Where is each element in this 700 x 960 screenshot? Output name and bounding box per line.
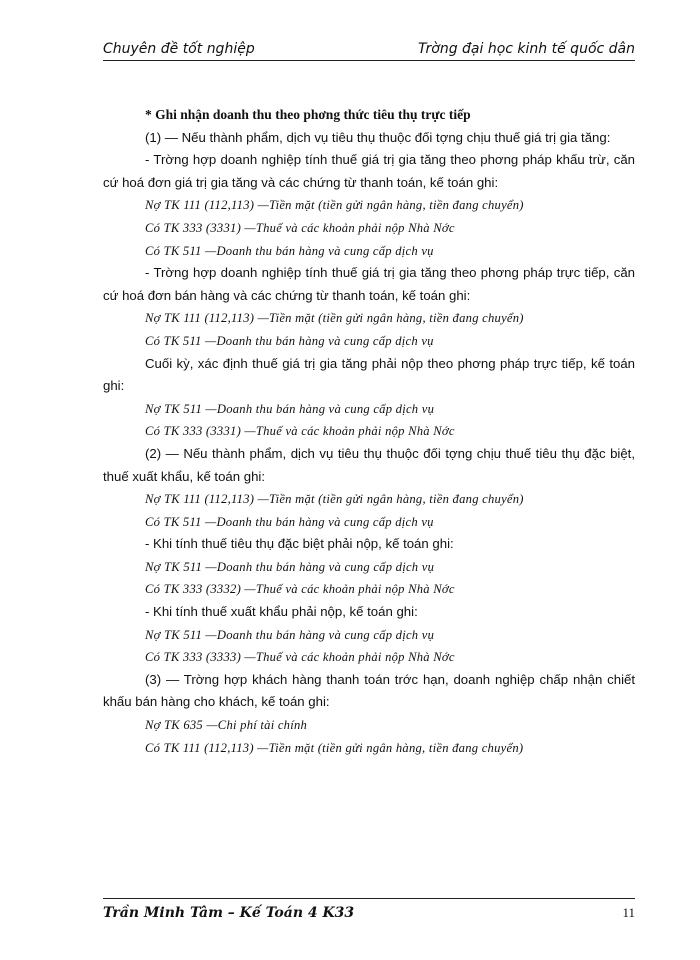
journal-entry: Có TK 511 —Doanh thu bán hàng và cung cấp dịch vụ xyxy=(145,333,434,348)
page-number: 11 xyxy=(622,905,635,920)
body-paragraph: Cuối kỳ, xác định thuế giá trị gia tăng phải nộp theo phơng pháp trực tiếp, kế toán ghi: xyxy=(103,355,635,394)
journal-entry: Có TK 333 (3331) —Thuế và các khoản phải nộp Nhà Nớc xyxy=(145,424,455,439)
journal-entry: Nợ TK 111 (112,113) —Tiền mặt (tiền gửi ngân hàng, tiền đang chuyển) xyxy=(145,198,524,213)
body-paragraph: (2) — Nếu thành phẩm, dịch vụ tiêu thụ thuộc đối tợng chịu thuế tiêu thụ đặc biệt, thuế xuất khẩu, kế toán ghi: xyxy=(103,445,635,484)
journal-entry: Nợ TK 511 —Doanh thu bán hàng và cung cấp dịch vụ xyxy=(145,559,435,574)
journal-entry: Nợ TK 511 —Doanh thu bán hàng và cung cấp dịch vụ xyxy=(145,627,435,642)
body-paragraph: - Trờng hợp doanh nghiệp tính thuế giá trị gia tăng theo phơng pháp khấu trừ, căn cứ hoá đơn giá trị gia tăng và các chứng từ thanh toán, kế toán ghi: xyxy=(103,152,635,190)
body-paragraph: - Khi tính thuế tiêu thụ đặc biệt phải nộp, kế toán ghi: xyxy=(145,536,454,552)
footer-author: Trần Minh Tâm – Kế Toán 4 K33 xyxy=(103,905,355,921)
section-heading: * Ghi nhận doanh thu theo phơng thức tiêu thụ trực tiếp xyxy=(145,107,471,122)
journal-entry: Có TK 333 (3333) —Thuế và các khoản phải nộp Nhà Nớc xyxy=(145,650,455,665)
header-university-name: Trờng đại học kinh tế quốc dân xyxy=(418,41,635,57)
page-footer xyxy=(103,898,635,923)
body-paragraph: - Khi tính thuế xuất khẩu phải nộp, kế toán ghi: xyxy=(145,604,418,620)
journal-entry: Nợ TK 111 (112,113) —Tiền mặt (tiền gửi ngân hàng, tiền đang chuyển) xyxy=(145,492,524,507)
body-paragraph: (3) — Trờng hợp khách hàng thanh toán trớc hạn, doanh nghiệp chấp nhận chiết khấu bán hàng cho khách, kế toán ghi: xyxy=(103,671,635,710)
page-header xyxy=(103,40,635,61)
journal-entry: Nợ TK 635 —Chi phí tài chính xyxy=(145,718,308,733)
body-paragraph: (1) — Nếu thành phẩm, dịch vụ tiêu thụ thuộc đối tợng chịu thuế giá trị gia tăng: xyxy=(145,129,611,145)
body-blocks xyxy=(103,127,635,760)
journal-entry: Có TK 333 (3331) —Thuế và các khoản phải nộp Nhà Nớc xyxy=(145,220,455,235)
body-paragraph: - Trờng hợp doanh nghiệp tính thuế giá trị gia tăng theo phơng pháp trực tiếp, căn cứ hoá đơn bán hàng và các chứng từ thanh toán, kế toán ghi: xyxy=(103,265,635,303)
journal-entry: Có TK 511 —Doanh thu bán hàng và cung cấp dịch vụ xyxy=(145,514,434,529)
journal-entry: Có TK 111 (112,113) —Tiền mặt (tiền gửi ngân hàng, tiền đang chuyển) xyxy=(145,740,524,755)
journal-entry: Nợ TK 511 —Doanh thu bán hàng và cung cấp dịch vụ xyxy=(145,401,435,416)
journal-entry: Có TK 333 (3332) —Thuế và các khoản phải nộp Nhà Nớc xyxy=(145,582,455,597)
document-body xyxy=(103,104,635,759)
journal-entry: Nợ TK 111 (112,113) —Tiền mặt (tiền gửi ngân hàng, tiền đang chuyển) xyxy=(145,311,524,326)
header-thesis-title: Chuyên đề tốt nghiệp xyxy=(103,41,255,57)
journal-entry: Có TK 511 —Doanh thu bán hàng và cung cấp dịch vụ xyxy=(145,243,434,258)
